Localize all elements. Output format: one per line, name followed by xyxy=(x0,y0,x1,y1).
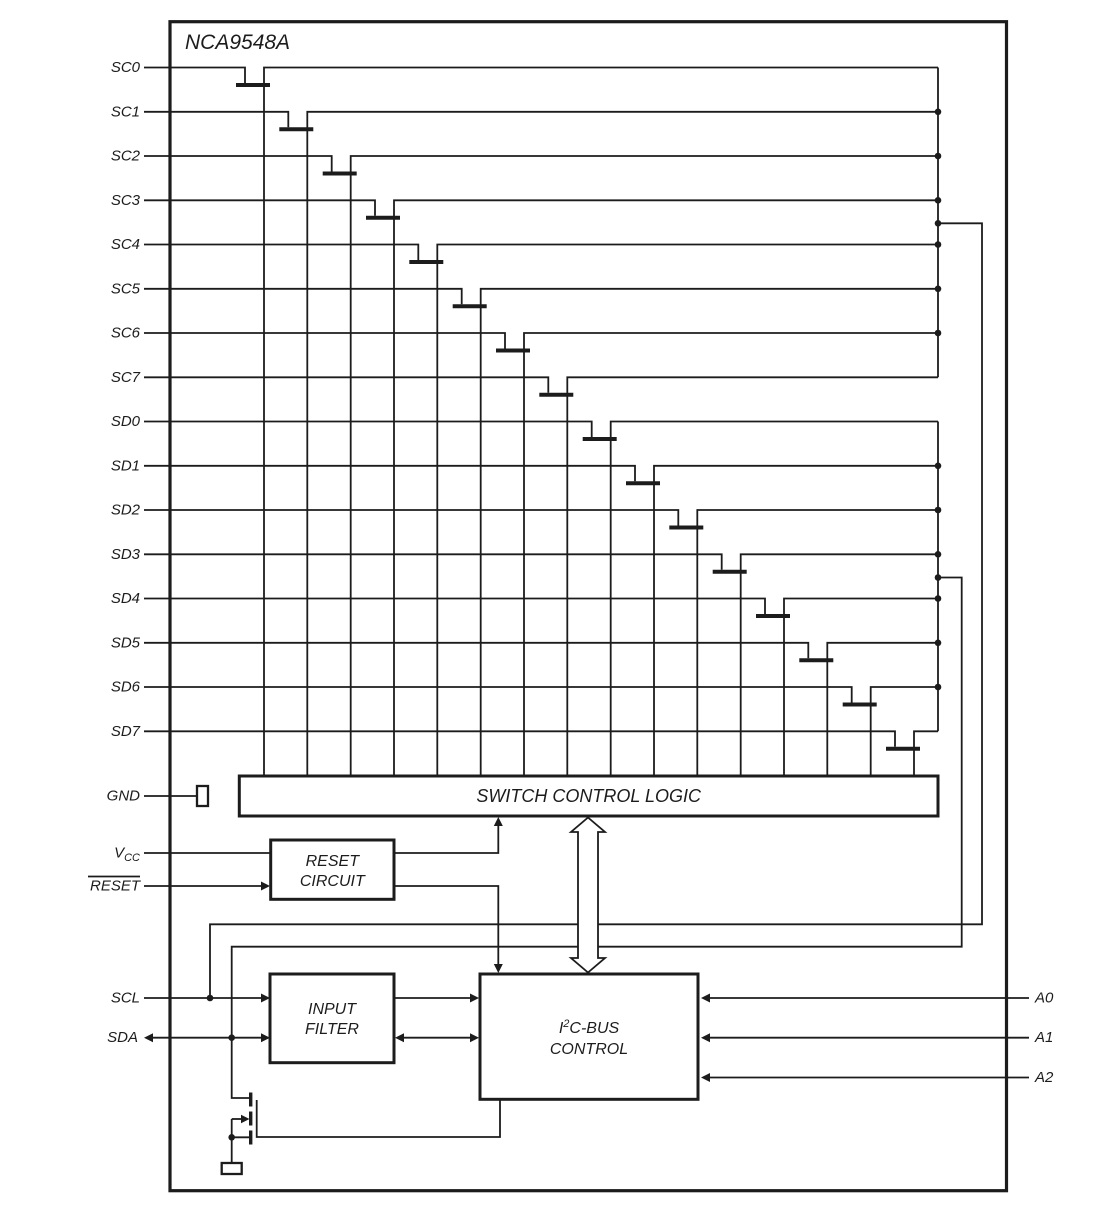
gnd-pin xyxy=(107,786,208,806)
vcc-pin xyxy=(114,845,271,865)
input-filter-label-line2: FILTER xyxy=(305,1021,359,1038)
pin-label-sc1: SC1 xyxy=(110,103,140,121)
right-arrowhead-icon xyxy=(241,1115,250,1123)
addr-pin-a2 xyxy=(701,1069,1054,1086)
input-filter-label-line1: INPUT xyxy=(308,1001,356,1018)
scl-junction-dot xyxy=(207,995,214,1002)
pin-label-sd4: SD4 xyxy=(110,590,140,607)
bidirectional-bus-arrow-icon xyxy=(571,818,605,973)
pin-label-reset: RESET xyxy=(89,877,140,895)
right-arrowhead-icon xyxy=(261,882,270,891)
reset-circuit-label-line1: RESET xyxy=(305,853,359,870)
pin-label-sd0: SD0 xyxy=(110,413,140,430)
pin-label-a2: A2 xyxy=(1035,1069,1054,1086)
i2c-label-superscript-2: 2 xyxy=(563,1018,570,1030)
pin-label-scl: SCL xyxy=(110,989,140,1007)
pin-label-a0: A0 xyxy=(1035,989,1054,1007)
pin-label-sd7: SD7 xyxy=(110,722,140,740)
mosfet-source-junction-dot xyxy=(228,1134,235,1141)
down-arrowhead-icon xyxy=(494,964,503,973)
pin-label-sc4: SC4 xyxy=(110,236,140,253)
pin-label-sd3: SD3 xyxy=(110,545,140,563)
pin-label-sd5: SD5 xyxy=(110,634,140,652)
vcc-base: V xyxy=(114,844,125,862)
pin-label-sc3: SC3 xyxy=(110,191,140,209)
reset-circuit-label-line2: CIRCUIT xyxy=(299,873,365,890)
reset-to-switch-logic-route xyxy=(394,826,498,853)
addr-pin-a0 xyxy=(701,990,1054,1007)
channel-sc6 xyxy=(111,325,938,777)
reset-circuit-block xyxy=(271,840,394,899)
switch-control-logic-block xyxy=(239,776,938,816)
right-arrowhead-icon xyxy=(470,1033,479,1042)
scl-pin xyxy=(111,990,270,1007)
ground-contact-icon xyxy=(222,1163,242,1174)
right-arrowhead-icon xyxy=(470,994,479,1003)
reset-pin xyxy=(88,877,270,895)
pin-label-sc7: SC7 xyxy=(110,368,140,386)
pin-label-sc5: SC5 xyxy=(110,280,140,298)
pin-label-sc0: SC0 xyxy=(110,59,140,76)
filter-i2c-links xyxy=(394,994,479,1043)
pin-label-sc6: SC6 xyxy=(110,324,140,342)
sda-pin xyxy=(107,1029,270,1046)
substrate-contact-icon xyxy=(197,786,208,806)
mosfet-drain-wire xyxy=(232,1038,250,1098)
chip-title: NCA9548A xyxy=(185,31,291,54)
vcc-subscript: CC xyxy=(124,852,140,864)
i2c-label-i: I xyxy=(558,1020,564,1037)
i2c-label-cbus: C-BUS xyxy=(569,1020,620,1037)
pin-label-gnd: GND xyxy=(106,787,140,805)
pin-label-sda: SDA xyxy=(107,1029,138,1046)
pin-label-sd2: SD2 xyxy=(110,501,140,519)
mosfet-gate-wire xyxy=(257,1099,500,1137)
i2c-bus-control-label-line2: CONTROL xyxy=(549,1041,629,1058)
pin-label-sd1: SD1 xyxy=(110,457,140,475)
up-arrowhead-icon xyxy=(494,817,503,826)
pin-label-vcc xyxy=(114,845,140,865)
pin-label-sd6: SD6 xyxy=(110,678,140,696)
i2c-bus-control-block xyxy=(480,974,698,1099)
switch-control-logic-label: SWITCH CONTROL LOGIC xyxy=(476,786,702,806)
addr-pin-a1 xyxy=(701,1029,1053,1046)
pin-label-sc2: SC2 xyxy=(110,147,140,165)
pin-label-a1: A1 xyxy=(1035,1029,1054,1047)
input-filter-block xyxy=(270,974,394,1063)
input-filter-box xyxy=(270,974,394,1063)
